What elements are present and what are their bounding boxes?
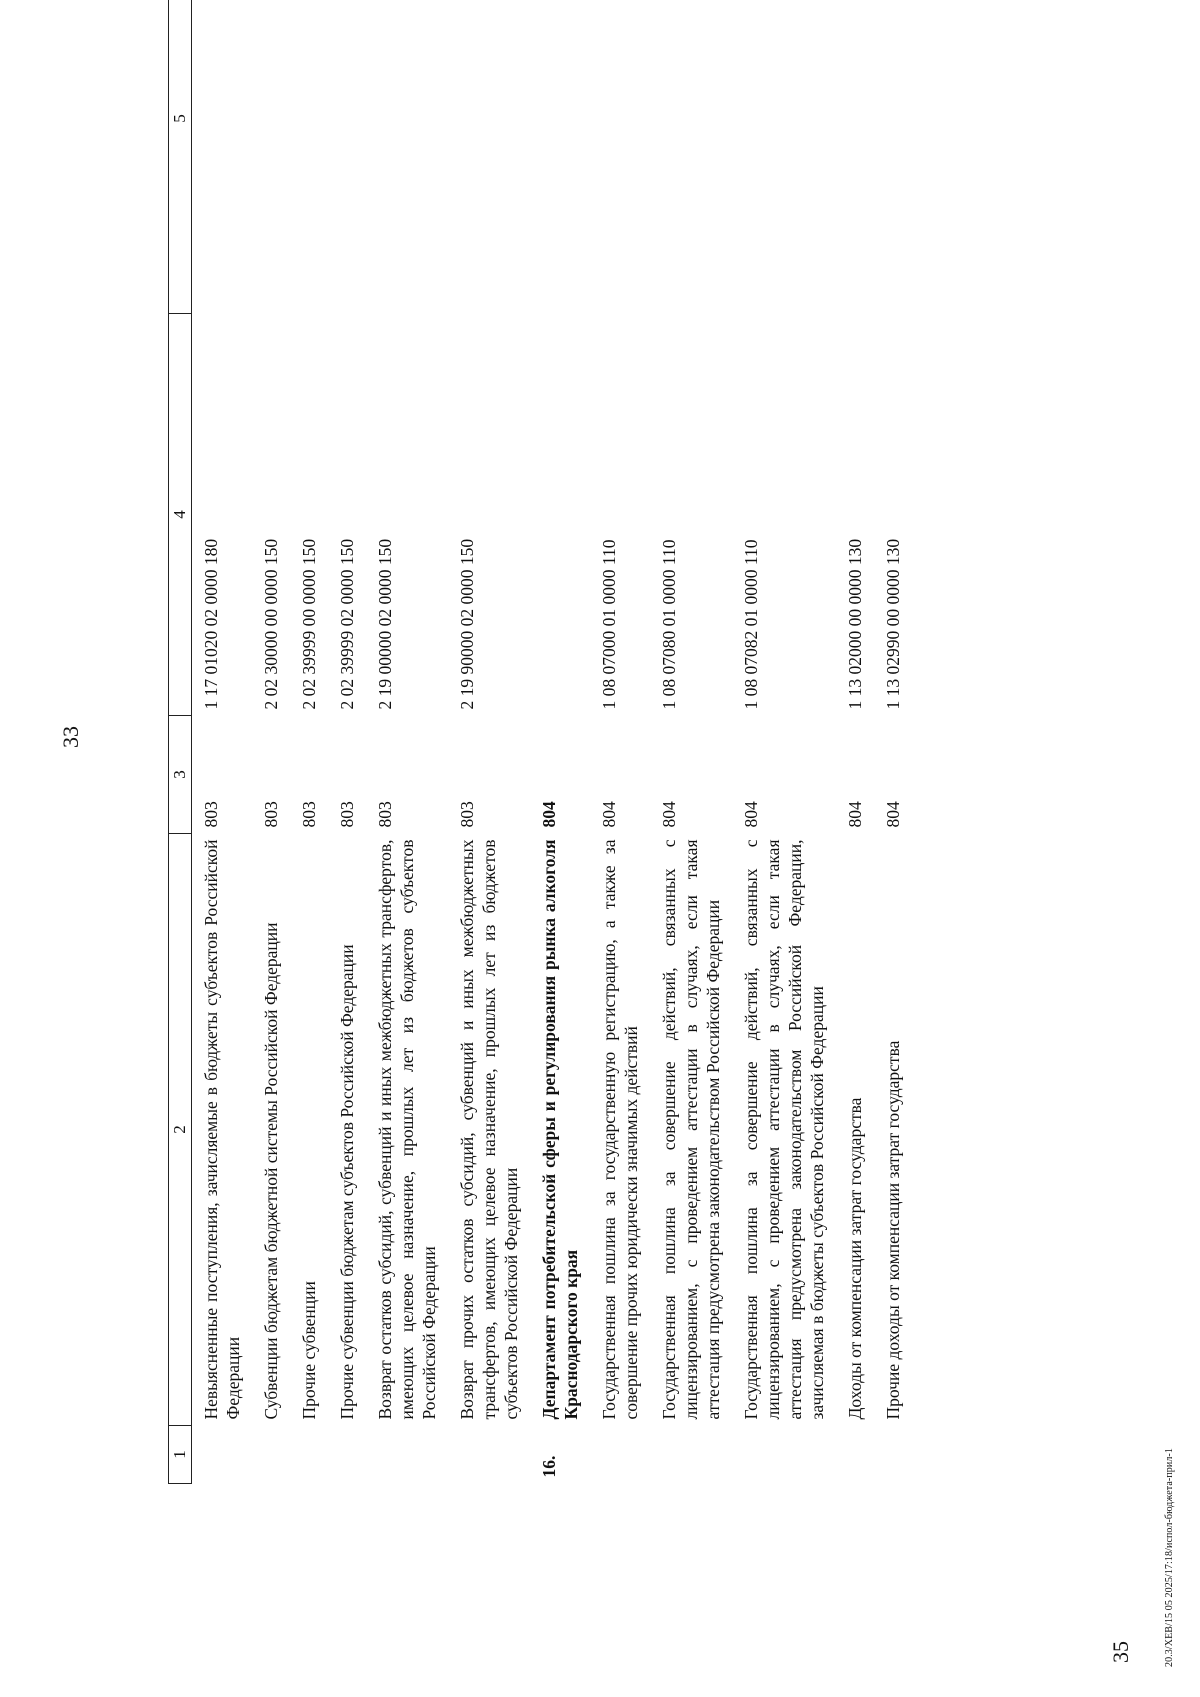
row-budget-code: 1 08 07080 01 0000 110 [659,539,679,710]
row-name: Субвенции бюджетам бюджетной системы Российской Федерации [261,922,281,1420]
row-admin-code: 804 [883,801,903,828]
row-budget-code: 1 08 07000 01 0000 110 [599,539,619,710]
row-amount [192,0,253,314]
row-name: Возврат прочих остатков субсидий, субвенций и иных межбюджетных трансфертов, имеющих целевое назначение, прошлых лет из бюджетов субъектов Российской Федерации [457,839,521,1420]
row-name: Невыясненные поступления, зачисляемые в бюджеты субъектов Российской Федерации [201,839,243,1420]
table-row [328,0,366,1484]
table-row [192,0,253,1484]
row-budget-code: 2 19 90000 02 0000 150 [457,538,477,710]
table-body [192,0,913,1484]
row-budget-code [530,314,590,716]
column-header-3: 3 [169,716,192,834]
row-budget-code: 1 13 02990 00 0000 130 [883,538,903,710]
page-number-top: 33 [58,726,83,748]
row-number [590,1426,650,1484]
row-name: Департамент потребительской сферы и регулирования рынка алкоголя Краснодарского края [539,839,581,1420]
table-row [366,0,448,1484]
budget-table [168,0,912,1484]
row-amount [590,0,650,314]
row-number [448,1426,530,1484]
document-reference: 20.3/XEB/15 05 2025/17:18/испол-бюджета-прил-1 [1164,1448,1175,1667]
row-number [836,1426,874,1484]
row-name: Прочие субвенции бюджетам субъектов Российской Федерации [337,944,357,1420]
row-amount [252,0,290,314]
column-header-5: 5 [169,0,192,314]
row-budget-code: 1 17 01020 02 0000 180 [201,538,221,710]
row-number: 16. [539,1455,559,1478]
column-header-1: 1 [169,1426,192,1484]
row-amount [836,0,874,314]
table-row [448,0,530,1484]
column-header-2: 2 [169,834,192,1426]
row-admin-code: 804 [659,801,679,828]
row-name: Прочие доходы от компенсации затрат государства [883,1040,903,1420]
table-row [650,0,732,1484]
row-amount [732,0,836,314]
row-number [874,1426,912,1484]
row-budget-code: 1 13 02000 00 0000 130 [845,538,865,710]
row-name: Государственная пошлина за государственную регистрацию, а также за совершение прочих юридически значимых действий [599,839,641,1420]
row-number [366,1426,448,1484]
row-amount [366,0,448,314]
table-row [290,0,328,1484]
table-header-row [169,0,192,1484]
table-row [836,0,874,1484]
row-admin-code: 804 [845,801,865,828]
page-number-corner: 35 [1108,1641,1133,1663]
row-admin-code: 803 [261,801,281,828]
row-budget-code: 2 02 39999 02 0000 150 [337,538,357,710]
row-name: Государственная пошлина за совершение действий, связанных с лицензированием, с проведением аттестации в случаях, если такая аттестация предусмотрена законодательством Российской Федерации [659,839,723,1420]
row-name: Доходы от компенсации затрат государства [845,1097,865,1420]
row-budget-code: 2 02 30000 00 0000 150 [261,538,281,710]
table-row [732,0,836,1484]
row-admin-code: 804 [599,801,619,828]
row-amount [290,0,328,314]
row-amount [650,0,732,314]
row-admin-code: 803 [337,801,357,828]
row-budget-code: 2 02 39999 00 0000 150 [299,538,319,710]
row-amount [874,0,912,314]
row-admin-code: 804 [741,801,761,828]
row-admin-code: 803 [201,801,221,828]
column-header-4: 4 [169,314,192,716]
table-row [874,0,912,1484]
row-admin-code: 804 [539,801,559,828]
table-row [530,0,590,1484]
row-admin-code: 803 [299,801,319,828]
row-admin-code: 803 [457,801,477,828]
row-name: Возврат остатков субсидий, субвенций и иных межбюджетных трансфертов, имеющих целевое назначение, прошлых лет из бюджетов субъектов Российской Федерации [375,839,439,1420]
row-budget-code: 1 08 07082 01 0000 110 [741,539,761,710]
row-amount [530,0,590,314]
row-number [650,1426,732,1484]
row-number [192,1426,253,1484]
row-name: Государственная пошлина за совершение действий, связанных с лицензированием, с проведением аттестации в случаях, если такая аттестация предусмотрена законодательством Российской Федерации, зачисляемая в бюджеты субъектов Российской Федерации [741,839,827,1420]
table-row [590,0,650,1484]
row-name: Прочие субвенции [299,1281,319,1420]
row-number [252,1426,290,1484]
row-budget-code: 2 19 00000 02 0000 150 [375,538,395,710]
row-number [328,1426,366,1484]
row-number [290,1426,328,1484]
table-row [252,0,290,1484]
row-amount [448,0,530,314]
row-number [732,1426,836,1484]
row-amount [328,0,366,314]
row-admin-code: 803 [375,801,395,828]
